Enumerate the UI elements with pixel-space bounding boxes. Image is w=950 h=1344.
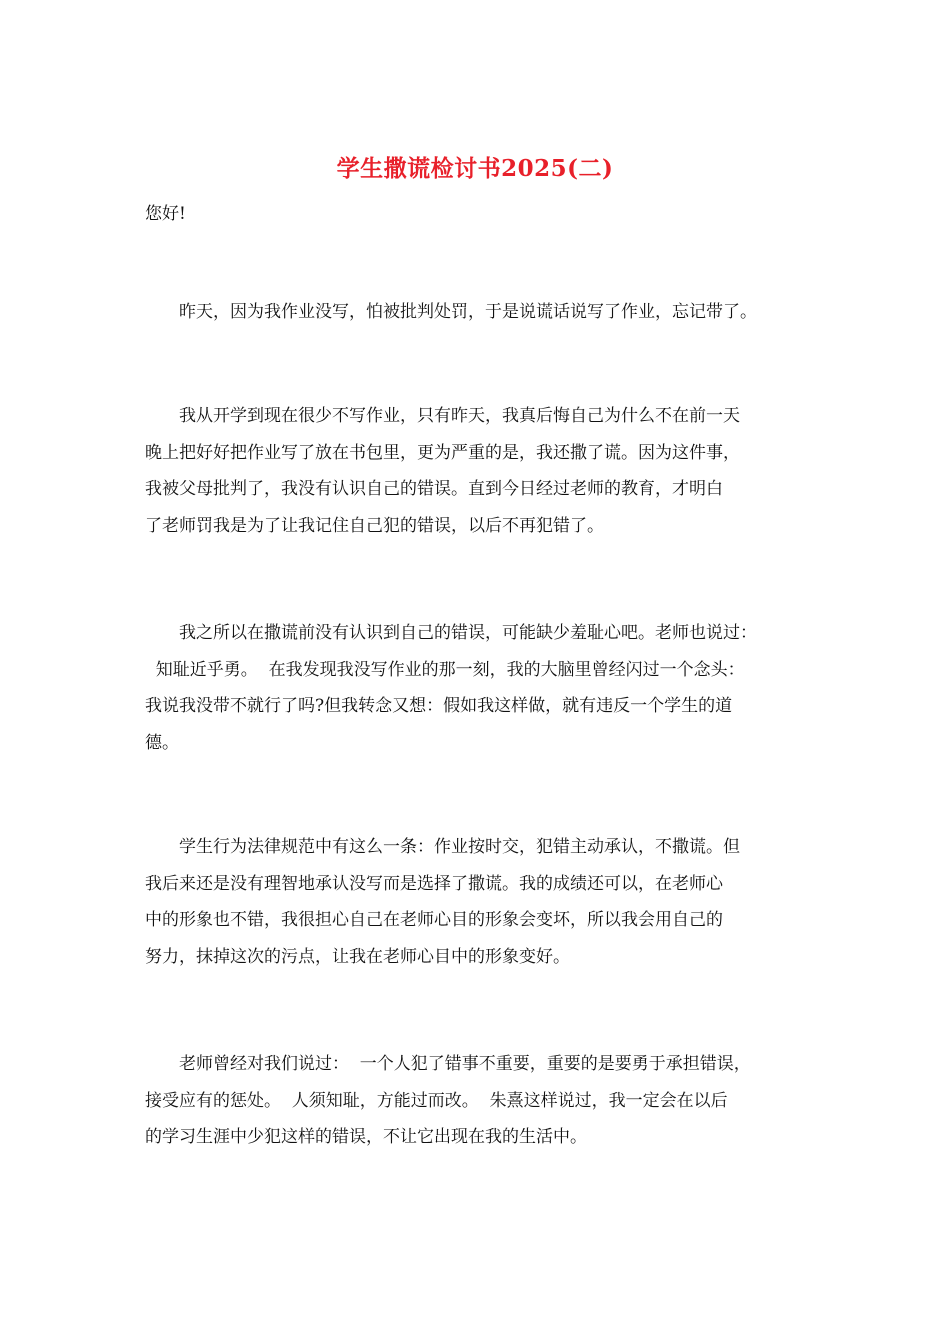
paragraph-line: 晚上把好好把作业写了放在书包里，更为严重的是，我还撒了谎。因为这件事， bbox=[145, 442, 740, 463]
paragraph-line: 老师曾经对我们说过： 一个人犯了错事不重要，重要的是要勇于承担错误， bbox=[145, 1054, 751, 1074]
paragraph-line: 学生行为法律规范中有这么一条：作业按时交，犯错主动承认，不撒谎。但 bbox=[145, 837, 740, 857]
paragraph-line: 知耻近乎勇。 在我发现我没写作业的那一刻，我的大脑里曾经闪过一个念头： bbox=[145, 659, 745, 680]
paragraph-line: 了老师罚我是为了让我记住自己犯的错误，以后不再犯错了。 bbox=[145, 515, 604, 536]
paragraph-3 bbox=[145, 615, 825, 761]
paragraph-4 bbox=[145, 829, 825, 975]
document-title: 学生撒谎检讨书2025(二) bbox=[336, 155, 614, 182]
paragraph-line: 我之所以在撒谎前没有认识到自己的错误，可能缺少羞耻心吧。老师也说过： bbox=[145, 623, 757, 643]
paragraph-line: 努力，抹掉这次的污点，让我在老师心目中的形象变好。 bbox=[145, 946, 570, 967]
paragraph-line: 我后来还是没有理智地承认没写而是选择了撒谎。我的成绩还可以，在老师心 bbox=[145, 873, 723, 894]
paragraph-line: 我被父母批判了，我没有认识自己的错误。直到今日经过老师的教育，才明白 bbox=[145, 479, 723, 499]
paragraph-line: 的学习生涯中少犯这样的错误，不让它出现在我的生活中。 bbox=[145, 1127, 587, 1147]
paragraph-line: 接受应有的惩处。 人须知耻，方能过而改。 朱熹这样说过，我一定会在以后 bbox=[145, 1090, 728, 1111]
paragraph-5 bbox=[145, 1046, 825, 1156]
greeting: 您好! bbox=[145, 204, 186, 224]
paragraph-line: 我说我没带不就行了吗?但我转念又想：假如我这样做，就有违反一个学生的道 bbox=[145, 696, 733, 716]
paragraph-line: 中的形象也不错，我很担心自己在老师心目的形象会变坏，所以我会用自己的 bbox=[145, 910, 723, 930]
paragraph-line: 昨天，因为我作业没写，怕被批判处罚，于是说谎话说写了作业，忘记带了。 bbox=[145, 302, 757, 322]
paragraph-2 bbox=[145, 398, 825, 544]
paragraph-line: 德。 bbox=[145, 732, 179, 753]
paragraph-line: 我从开学到现在很少不写作业，只有昨天，我真后悔自己为什么不在前一天 bbox=[145, 406, 740, 426]
paragraph-1 bbox=[145, 294, 825, 331]
